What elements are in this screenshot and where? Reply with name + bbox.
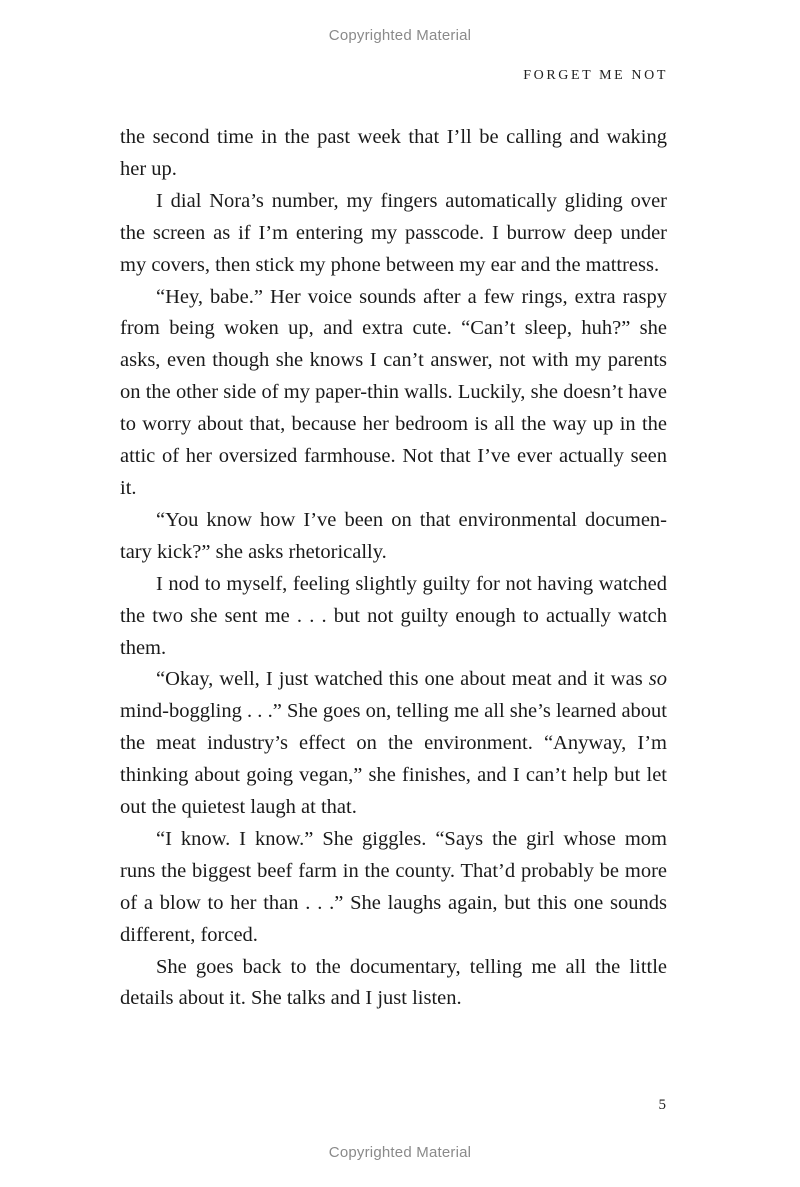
paragraph-2: I dial Nora’s number, my fingers automatically gliding over the screen as if I’m entering my passcode. I burrow deep under my covers, then stick my phone between my ear and the mattress. [120,189,667,276]
copyright-watermark-top: Copyrighted Material [328,27,472,44]
copyright-watermark-bottom: Copyrighted Material [328,1144,472,1161]
paragraph-3: “Hey, babe.” Her voice sounds after a few rings, extra raspy from being woken up, and extra cute. “Can’t sleep, huh?” she asks, even though she knows I can’t answer, not with my parents on the other side of my paper-thin walls. Luckily, she doesn’t have to worry about that, because her bedroom is all the way up in the attic of her oversized farmhouse. Not that I’ve ever actually seen it. [120,285,667,499]
paragraph-6-end: mind-boggling . . .” She goes on, telling me all she’s learned about the meat industry’s effect on the environment. “Anyway, I’m thinking about going vegan,” she finishes, and I can’t help but let out the quietest laugh at that. [120,700,667,819]
paragraph-8: She goes back to the documentary, telling me all the little details about it. She talks and I just listen. [120,955,667,1010]
paragraph-1: the second time in the past week that I’ll be calling and waking her up. [120,126,667,180]
emphasis-so: so [648,668,667,691]
paragraph-5: I nod to myself, feeling slightly guilty for not having watched the two she sent me . . . but not guilty enough to actually watch them. [120,572,667,659]
page-number: 5 [658,1097,666,1113]
page-body-text [120,122,667,1015]
paragraph-6-start: “Okay, well, I just watched this one about meat and it was [156,668,649,691]
paragraph-7: “I know. I know.” She giggles. “Says the girl whose mom runs the biggest beef farm in the county. That’d probably be more of a blow to her than . . .” She laughs again, but this one sounds different, forced. [120,827,667,946]
running-head-title: FORGET ME NOT [523,68,668,83]
paragraph-4: “You know how I’ve been on that environmental documentary kick?” she asks rhetorically. [120,508,667,563]
paragraph-6 [120,664,667,824]
